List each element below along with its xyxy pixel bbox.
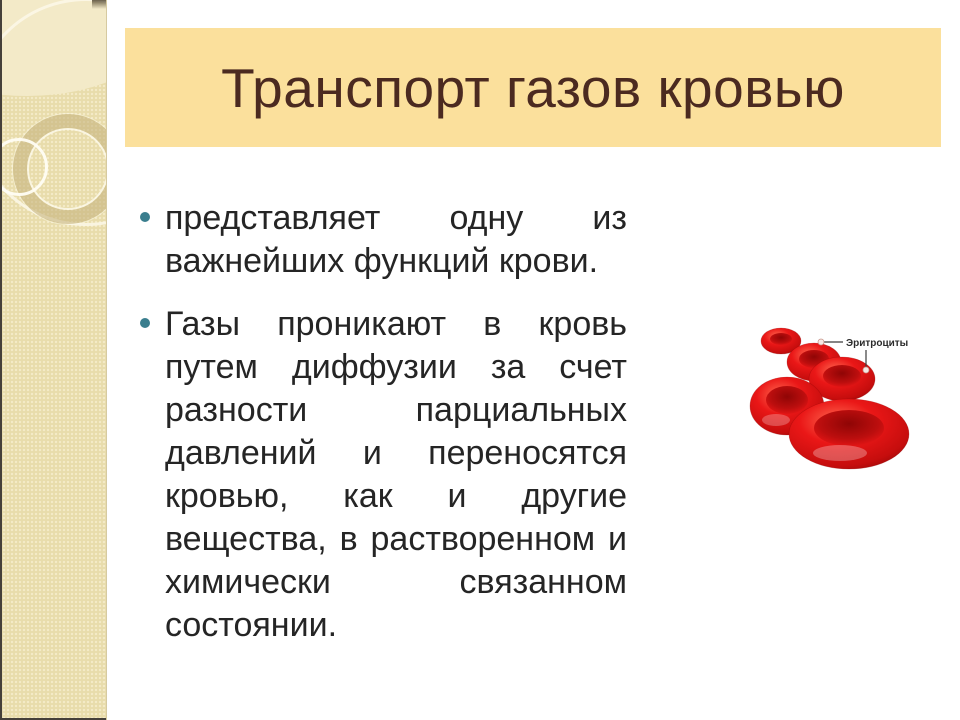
bullet-list <box>138 197 627 667</box>
bullet-icon <box>140 212 150 222</box>
slide-title: Транспорт газов кровью <box>221 56 845 119</box>
bullet-text: Газы проникают в кровь путем диффузии за счет разности парциальных давлений и переносятся кровью, как и другие вещества, в растворенном и химически связанном состоянии. <box>165 305 627 644</box>
red-blood-cells-figure <box>735 315 925 480</box>
bullet-item <box>138 303 627 647</box>
sidebar-corner-shadow <box>92 0 106 9</box>
bullet-icon <box>140 318 150 328</box>
bullet-item <box>138 197 627 283</box>
label-marker-dot <box>863 367 869 373</box>
label-marker-dot <box>818 339 824 345</box>
title-band <box>125 28 941 147</box>
bullet-text: представляет одну из важнейших функций крови. <box>165 199 627 280</box>
red-blood-cells-illustration <box>735 315 925 480</box>
blood-cell <box>789 399 909 469</box>
sidebar-decoration <box>0 0 106 720</box>
figure-label: Эритроциты <box>846 338 909 349</box>
